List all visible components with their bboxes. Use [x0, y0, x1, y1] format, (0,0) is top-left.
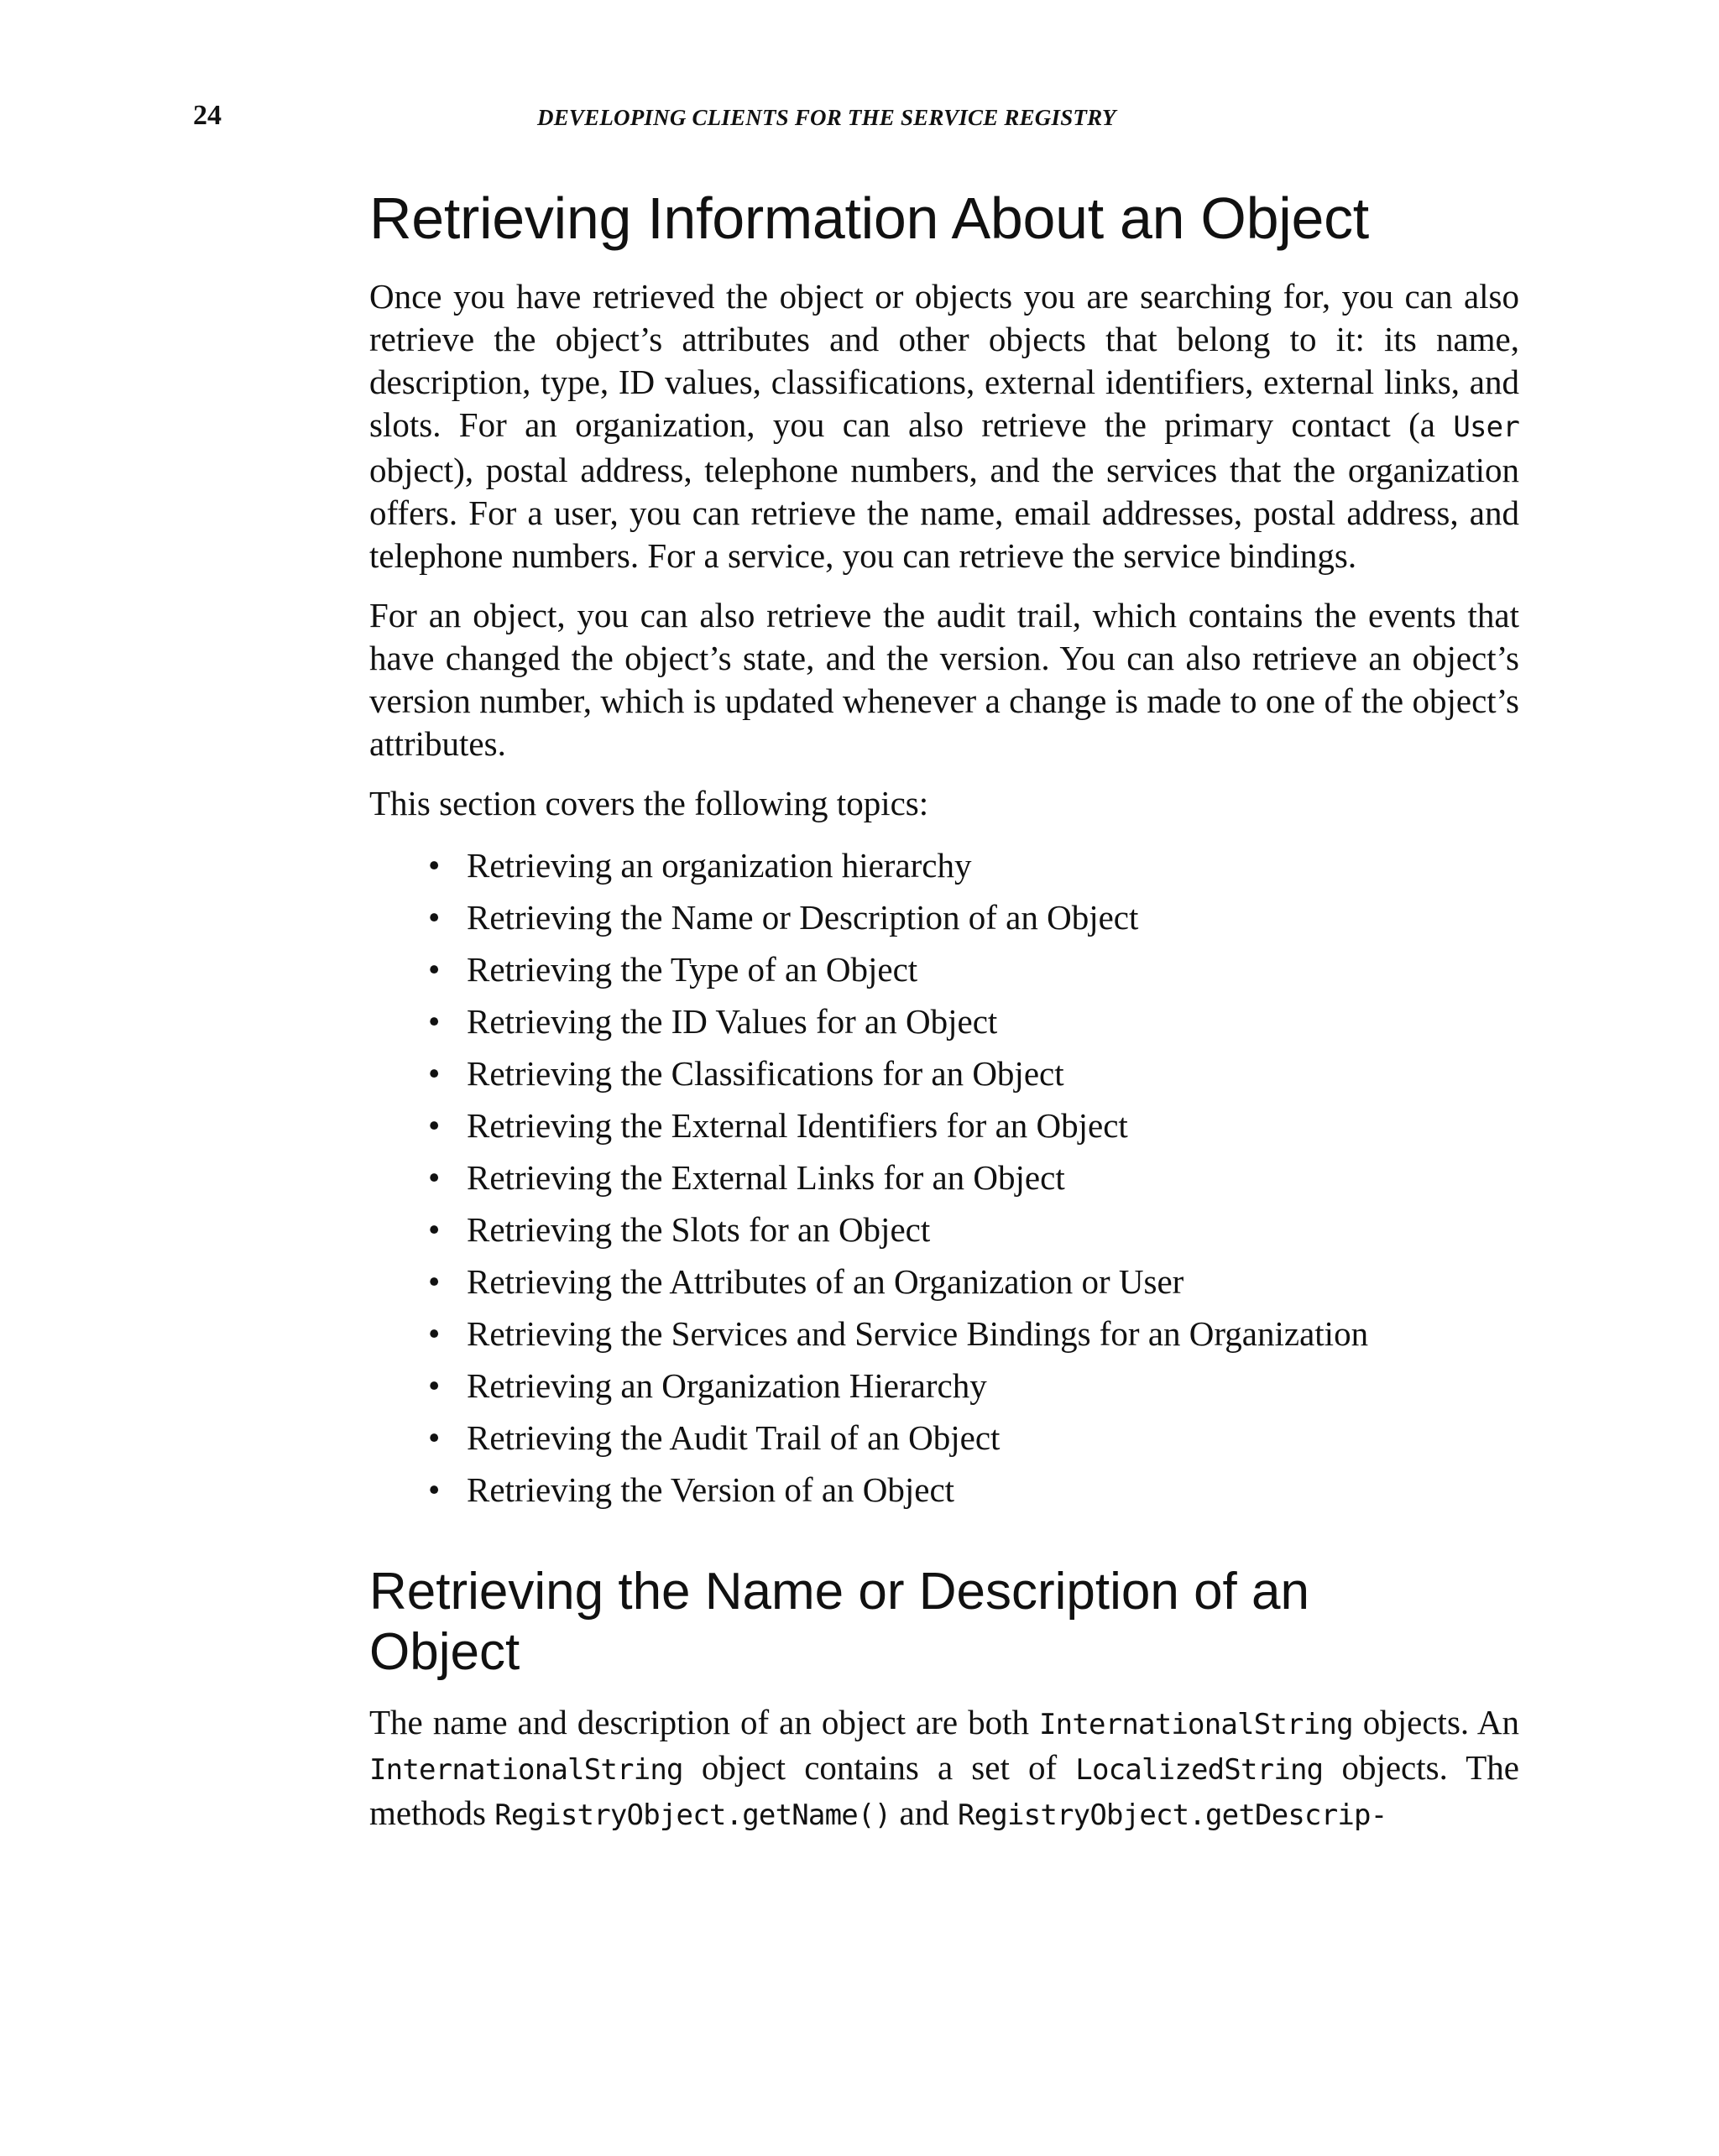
bullet-icon: •: [428, 1106, 441, 1145]
bullet-icon: •: [428, 1366, 441, 1405]
body-text: object contains a set of: [682, 1748, 1076, 1787]
list-item: [428, 1470, 1519, 1510]
list-item: [428, 845, 1519, 885]
topic-label: Retrieving the Services and Service Bindings for an Organization: [467, 1314, 1369, 1353]
topic-label: Retrieving the Audit Trail of an Object: [467, 1418, 1001, 1457]
topic-label: Retrieving the Classifications for an Object: [467, 1054, 1064, 1093]
bullet-icon: •: [428, 1158, 441, 1197]
inline-code-international-string: InternationalString: [369, 1753, 683, 1787]
bullet-icon: •: [428, 1054, 441, 1093]
body-text: and: [891, 1793, 958, 1832]
bullet-icon: •: [428, 1418, 441, 1457]
bullet-icon: •: [428, 1210, 441, 1249]
list-item: [428, 897, 1519, 937]
topics-list: [369, 845, 1519, 1510]
inline-code-international-string: InternationalString: [1039, 1708, 1353, 1741]
bullet-icon: •: [428, 1470, 441, 1509]
running-header: DEVELOPING CLIENTS FOR THE SERVICE REGISTRY: [537, 105, 1116, 130]
inline-code-localized-string: LocalizedString: [1075, 1753, 1324, 1787]
bullet-icon: •: [428, 1262, 441, 1301]
audit-trail-paragraph: For an object, you can also retrieve the audit trail, which contains the events that have changed the object’s state, and the version. You can also retrieve an object’s version number, which is updated whenever a change is made to one of the object’s attributes.: [369, 596, 1519, 763]
list-item: [428, 1365, 1519, 1406]
list-item: [428, 1209, 1519, 1250]
topics-intro: This section covers the following topics:: [369, 784, 929, 822]
intro-text-2: object), postal address, telephone numbers, and the services that the organization offers. For a user, you can retrieve the name, email addresses, postal address, and telephone numbers. For a service, you can retrieve the service bindings.: [369, 451, 1519, 575]
list-item: [428, 949, 1519, 989]
list-item: [428, 1001, 1519, 1041]
section-title: Retrieving Information About an Object: [369, 185, 1369, 251]
page-number: 24: [193, 100, 222, 131]
bullet-icon: •: [428, 1002, 441, 1041]
body-text: objects. An: [1352, 1703, 1520, 1741]
intro-paragraph: [369, 275, 1519, 577]
topic-label: Retrieving the Attributes of an Organization or User: [467, 1262, 1184, 1301]
topic-label: Retrieving the Version of an Object: [467, 1470, 955, 1509]
page-content: [369, 185, 1519, 1854]
topic-label: Retrieving the ID Values for an Object: [467, 1002, 998, 1041]
topic-label: Retrieving the External Identifiers for an Object: [467, 1106, 1128, 1145]
list-item: [428, 1157, 1519, 1198]
bullet-icon: •: [428, 1314, 441, 1353]
topic-label: Retrieving the External Links for an Object: [467, 1158, 1065, 1197]
topic-label: Retrieving the Name or Description of an Object: [467, 898, 1139, 937]
body-text: objects. The methods: [369, 1748, 1519, 1832]
list-item: [428, 1417, 1519, 1458]
list-item: [428, 1261, 1519, 1302]
body-text: The name and description of an object are both: [369, 1703, 1040, 1741]
inline-code-get-name: RegistryObject.getName(): [494, 1798, 891, 1832]
name-description-paragraph: [369, 1701, 1519, 1837]
list-item: [428, 1053, 1519, 1094]
inline-code-user: User: [1453, 410, 1519, 444]
topic-label: Retrieving an organization hierarchy: [467, 846, 972, 885]
list-item: [428, 1313, 1519, 1354]
inline-code-get-description: RegistryObject.getDescrip-: [957, 1798, 1387, 1832]
topic-label: Retrieving the Type of an Object: [467, 950, 918, 989]
bullet-icon: •: [428, 950, 441, 989]
topic-label: Retrieving an Organization Hierarchy: [467, 1366, 987, 1405]
topic-label: Retrieving the Slots for an Object: [467, 1210, 931, 1249]
list-item: [428, 1105, 1519, 1146]
bullet-icon: •: [428, 898, 441, 937]
intro-text-1: Once you have retrieved the object or objects you are searching for, you can also retrieve the object’s attributes and other objects that belong to it: its name, description, type, ID values, classifications, external identifiers, external links, and slots. For an organization, you can also retrieve the primary contact (a: [369, 277, 1519, 444]
bullet-icon: •: [428, 846, 441, 885]
subsection-title: Retrieving the Name or Description of an Object: [369, 1563, 1309, 1681]
